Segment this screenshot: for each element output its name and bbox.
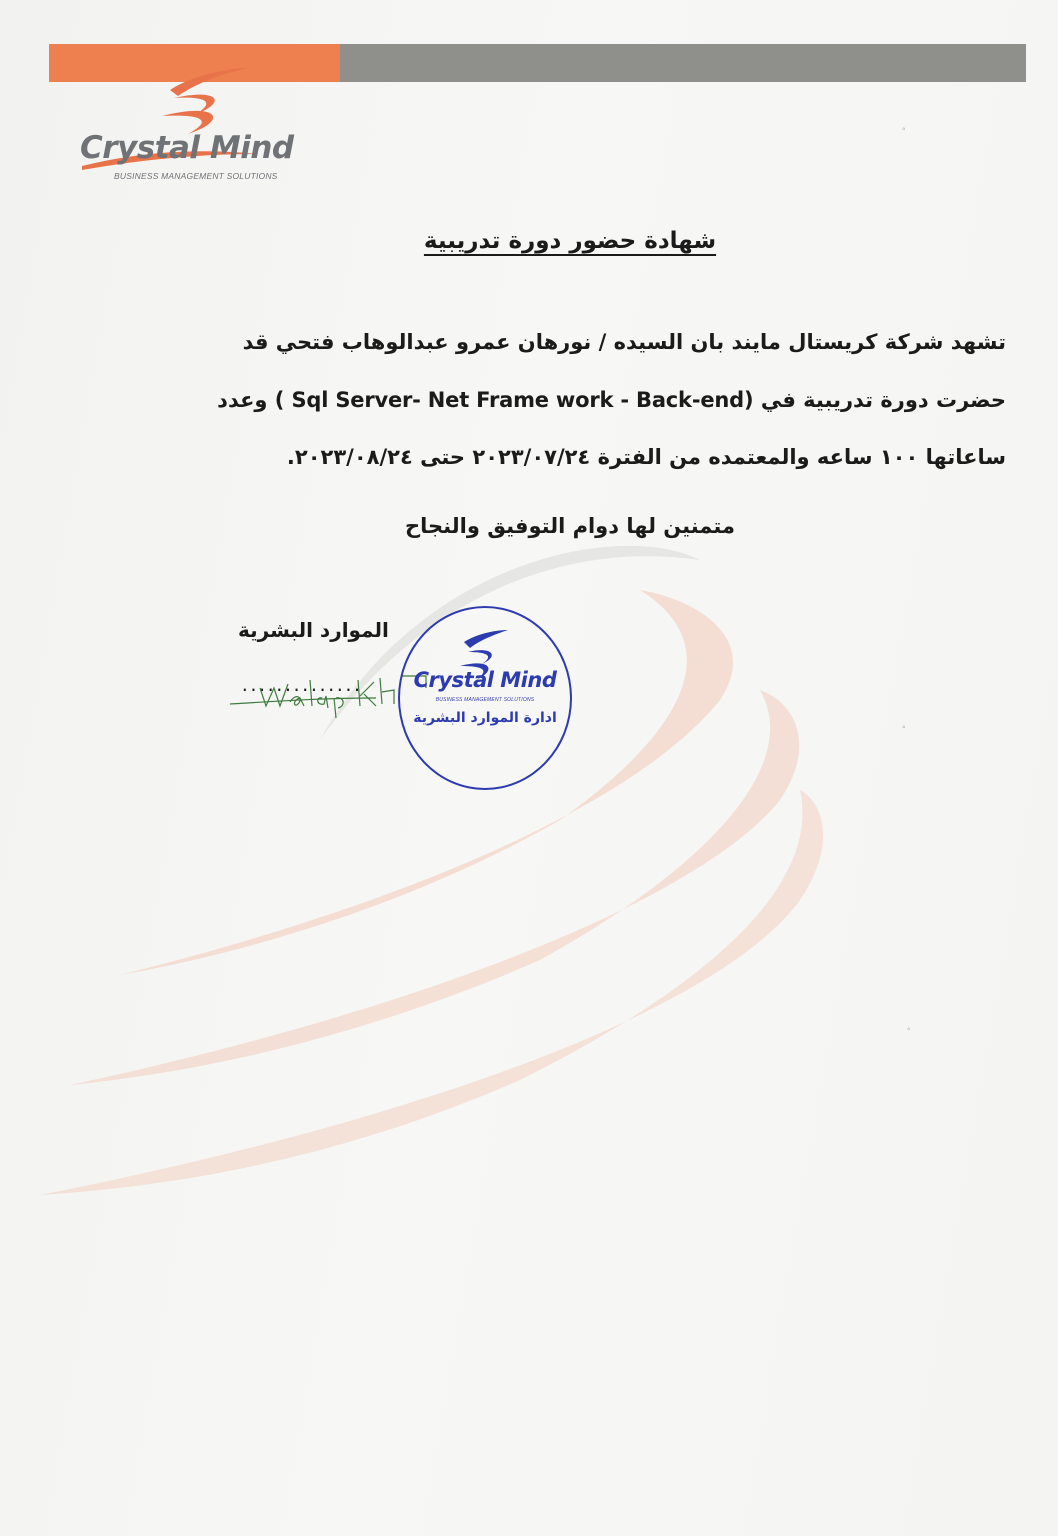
certificate-line-1: تشهد شركة كريستال مايند بان السيده / نورهان عمرو عبدالوهاب فتحي قد bbox=[242, 330, 1006, 354]
stamp-department: ادارة الموارد البشرية bbox=[413, 710, 557, 726]
margin-mark: ◦ bbox=[907, 1024, 911, 1035]
certificate-line-2: حضرت دورة تدريبية في (Sql Server- Net Frame work - Back-end ) وعدد bbox=[217, 388, 1006, 412]
certificate-title: شهادة حضور دورة تدريبية bbox=[423, 228, 717, 254]
stamp-tagline: BUSINESS MANAGEMENT SOLUTIONS bbox=[435, 697, 535, 703]
margin-mark: ◦ bbox=[902, 124, 906, 135]
certificate-line-3: ساعاتها ١٠٠ ساعه والمعتمده من الفترة ٢٠٢٣/٠٧/٢٤ حتى ٢٠٢٣/٠٨/٢٤. bbox=[286, 445, 1006, 469]
stamp-company-name: Crystal Mind bbox=[413, 668, 557, 692]
crystal-mind-logo-icon bbox=[78, 62, 328, 186]
signature-dotted-line: .............. bbox=[240, 676, 361, 695]
hr-signature-label: الموارد البشرية bbox=[238, 618, 389, 642]
logo-tagline: BUSINESS MANAGEMENT SOLUTIONS bbox=[114, 171, 278, 181]
logo-company-name: Crystal Mind bbox=[80, 130, 294, 166]
closing-wish: متمنين لها دوام التوفيق والنجاح bbox=[405, 514, 735, 538]
company-stamp bbox=[398, 606, 572, 790]
margin-mark: ◦ bbox=[902, 722, 906, 733]
